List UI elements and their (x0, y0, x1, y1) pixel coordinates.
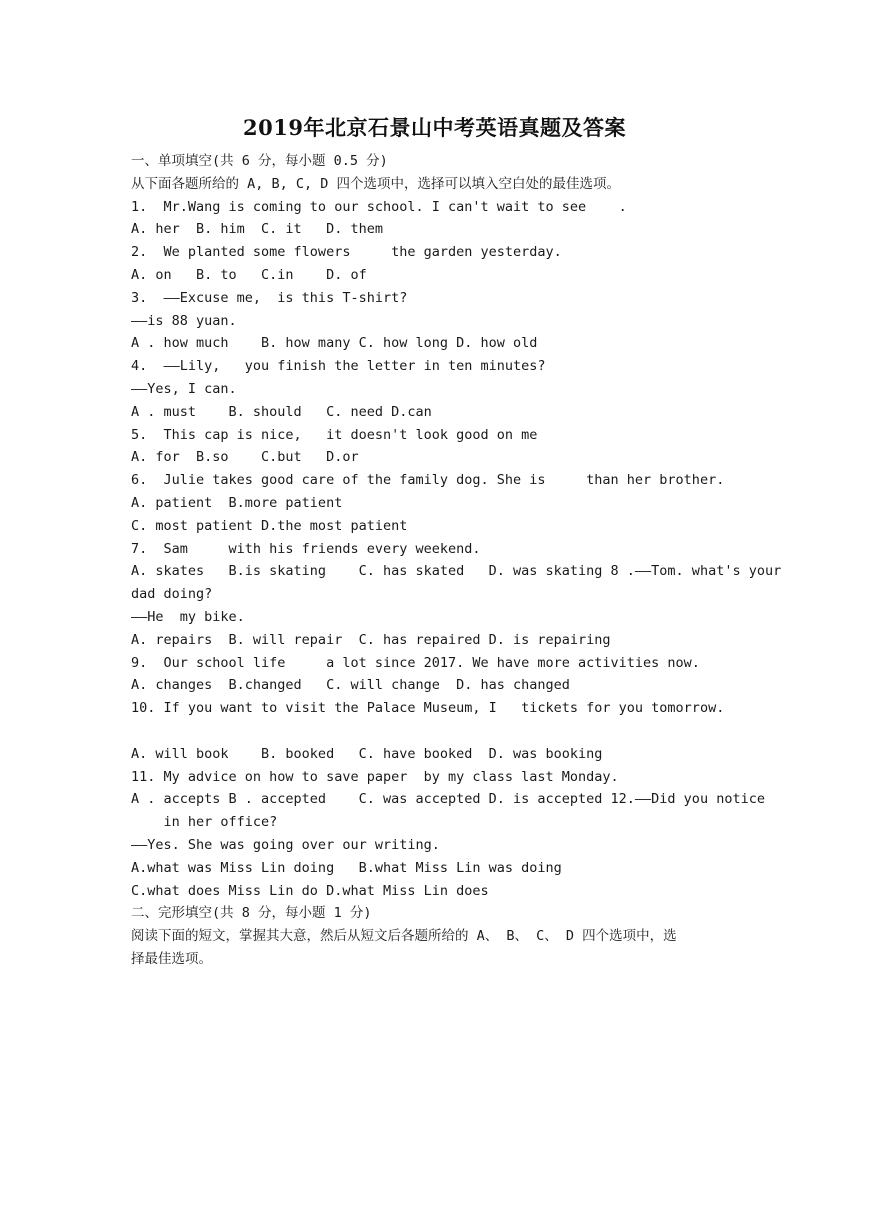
dialogue-line: ——is 88 yuan. (131, 312, 237, 329)
dialogue-line: ——Yes, I can. (131, 380, 237, 397)
answer-options: A. her B. him C. it D. them (131, 221, 383, 238)
answer-options: A. will book B. booked C. have booked D. was booking (131, 745, 603, 762)
instruction-text: 择最佳选项。 (131, 950, 212, 967)
document-body (131, 150, 782, 971)
instruction-text: 从下面各题所给的 A, B, C, D 四个选项中，选择可以填入空白处的最佳选项。 (131, 175, 621, 192)
document-title: 2019年北京石景山中考英语真题及答案 (243, 115, 626, 140)
question-text: 2. We planted some flowers the garden yesterday. (131, 244, 562, 261)
question-text: 9. Our school life a lot since 2017. We have more activities now. (131, 654, 700, 671)
question-text: 6. Julie takes good care of the family dog. She is than her brother. (131, 472, 725, 489)
answer-options: A. repairs B. will repair C. has repaired D. is repairing (131, 631, 611, 648)
answer-options: A . how much B. how many C. how long D. how old (131, 335, 538, 352)
question-text: dad doing? (131, 586, 213, 603)
question-text: 4. ——Lily, you finish the letter in ten minutes? (131, 358, 546, 375)
answer-options: A . must B. should C. need D.can (131, 403, 432, 420)
answer-options: A. patient B.more patient (131, 494, 343, 511)
question-text: 11. My advice on how to save paper by my class last Monday. (131, 768, 619, 785)
answer-options: A. for B.so C.but D.or (131, 449, 359, 466)
section-heading: 一、单项填空(共 6 分，每小题 0.5 分) (131, 153, 388, 169)
question-text: in her office? (131, 814, 278, 831)
answer-options: C. most patient D.the most patient (131, 517, 408, 534)
dialogue-line: ——He my bike. (131, 608, 245, 625)
question-text: 1. Mr.Wang is coming to our school. I can't wait to see . (131, 198, 627, 215)
question-text: 10. If you want to visit the Palace Museum, I tickets for you tomorrow. (131, 700, 725, 717)
question-text: 3. ——Excuse me, is this T-shirt? (131, 289, 408, 306)
instruction-text: 阅读下面的短文，掌握其大意，然后从短文后各题所给的 A、 B、 C、 D 四个选项中，选 (131, 928, 677, 945)
dialogue-line: ——Yes. She was going over our writing. (131, 836, 440, 853)
answer-options: A. skates B.is skating C. has skated D. was skating 8 .——Tom. what's your (131, 563, 782, 580)
answer-options: A. changes B.changed C. will change D. has changed (131, 677, 570, 694)
blank-line (131, 720, 743, 743)
answer-options: C.what does Miss Lin do D.what Miss Lin does (131, 882, 489, 899)
answer-options: A.what was Miss Lin doing B.what Miss Lin was doing (131, 859, 562, 876)
question-text: 7. Sam with his friends every weekend. (131, 540, 481, 557)
section-heading: 二、完形填空(共 8 分，每小题 1 分) (131, 905, 372, 922)
answer-options: A. on B. to C.in D. of (131, 266, 367, 283)
answer-options: A . accepts B . accepted C. was accepted D. is accepted 12.——Did you notice (131, 791, 765, 808)
question-text: 5. This cap is nice, it doesn't look good on me (131, 426, 538, 443)
